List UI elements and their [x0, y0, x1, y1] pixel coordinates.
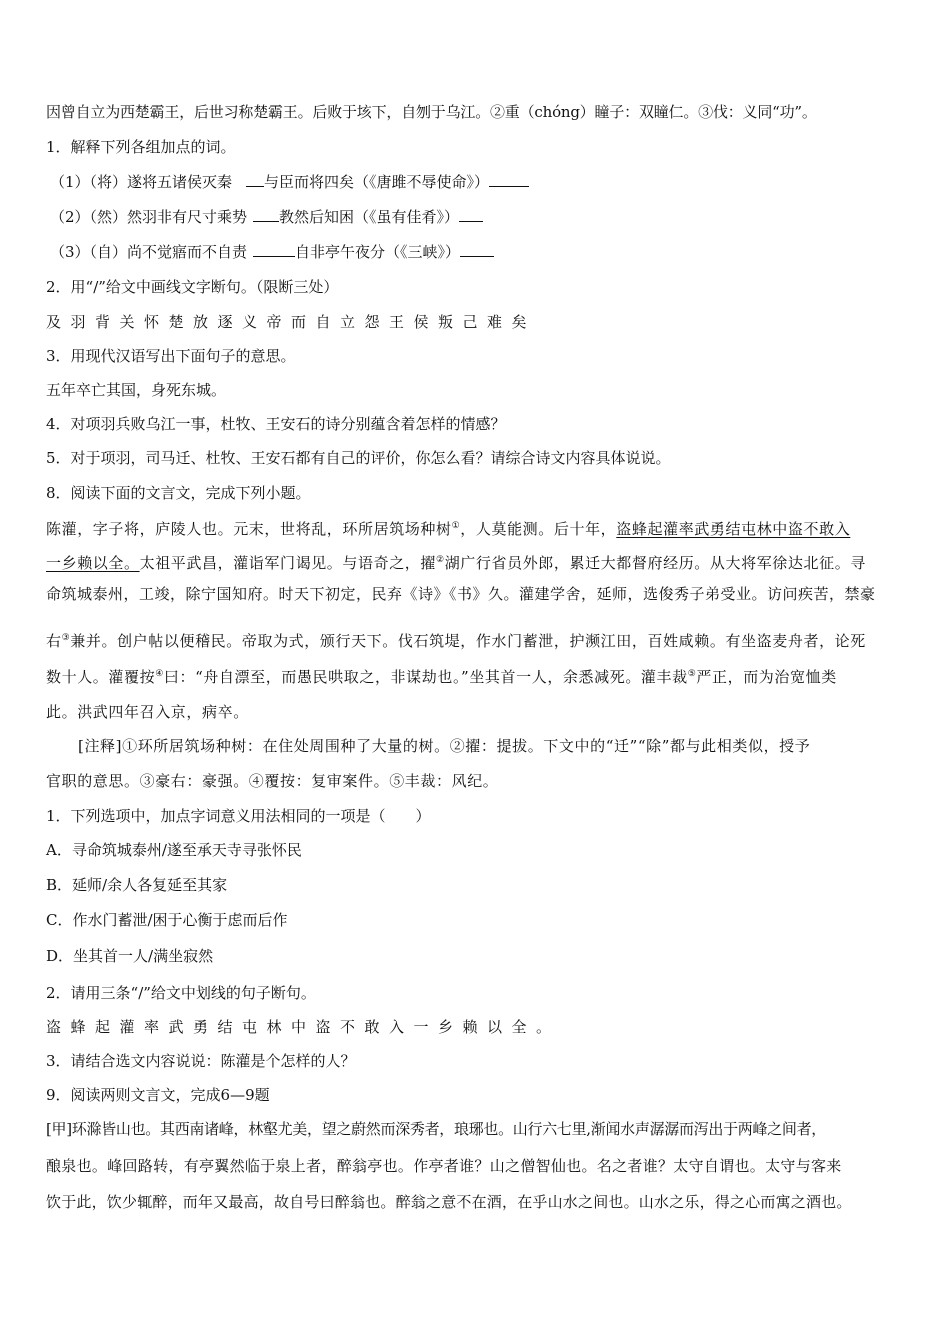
text: 教然后知困（《虽有佳肴》）	[279, 208, 460, 226]
annotation-line: 官职的意思。③豪右：豪强。④覆按：复审案件。⑤丰裁：风纪。	[46, 772, 499, 790]
text: 严正，而为治宽恤类	[696, 668, 837, 686]
footnote-marker: ⑤	[687, 669, 697, 679]
question-heading: 3．用现代汉语写出下面句子的意思。	[46, 347, 296, 365]
annotation-line: [注释]①环所居筑场种树：在住处周围种了大量的树。②擢：提拔。下文中的“迁”“除”都与此相类似，授予	[78, 737, 811, 755]
text-line: 因曾自立为西楚霸王，后世习称楚霸王。后败于垓下，自刎于乌江。②重（chóng）瞳子：双瞳仁。③伐：义同“功”。	[46, 103, 817, 121]
text: 右	[46, 632, 62, 650]
text: 陈灌，字子将，庐陵人也。元末，世将乱，环所居筑场种树	[46, 520, 452, 538]
text: 自非亭午夜分（《三峡》）	[295, 243, 461, 261]
footnote-marker: ②	[436, 555, 445, 565]
text-line: 盗蜂起灌率武勇结屯林中盗不敢入一乡赖以全。	[46, 1018, 561, 1036]
footnote-marker: ④	[155, 669, 164, 679]
answer-blank[interactable]	[246, 172, 264, 187]
text: （1）（将）遂将五诸侯灭秦	[50, 173, 233, 191]
question-heading: 1．下列选项中，加点字词意义用法相同的一项是（ ）	[46, 807, 431, 825]
question-item	[50, 242, 494, 262]
text: （2）（然）然羽非有尺寸乘势	[50, 208, 248, 226]
answer-blank[interactable]	[253, 207, 279, 222]
text: 太祖平武昌，灌诣军门谒见。与语奇之，擢	[139, 554, 437, 572]
question-heading: 8．阅读下面的文言文，完成下列小题。	[46, 484, 311, 502]
passage-line: 命筑城泰州，工竣，除宁国知府。时天下初定，民弃《诗》《书》久。灌建学舍，延师，选俊秀子弟受业。访问疾苦，禁豪	[46, 585, 876, 603]
underlined-text: 一乡赖以全。	[46, 554, 140, 572]
underlined-text: 盗蜂起灌率武勇结屯林中盗不敢入	[616, 520, 851, 538]
question-heading: 4．对项羽兵败乌江一事，杜牧、王安石的诗分别蕴含着怎样的情感？	[46, 415, 506, 433]
footnote-marker: ③	[61, 633, 71, 643]
question-item	[50, 207, 483, 227]
answer-blank[interactable]	[459, 207, 483, 222]
answer-blank[interactable]	[253, 242, 295, 257]
answer-blank[interactable]	[460, 242, 494, 257]
question-heading: 5．对于项羽，司马迁、杜牧、王安石都有自己的评价，你怎么看？请综合诗文内容具体说说。	[46, 449, 671, 467]
option-a[interactable]: A．寻命筑城泰州/遂至承天寺寻张怀民	[46, 841, 302, 859]
text-line: 及羽背关怀楚放逐义帝而自立怨王侯叛己难矣	[46, 313, 537, 331]
question-heading: 2．请用三条“/”给文中划线的句子断句。	[46, 984, 316, 1002]
passage-line	[46, 628, 866, 651]
question-heading: 2．用“/”给文中画线文字断句。（限断三处）	[46, 278, 339, 296]
passage-line	[46, 516, 850, 539]
text: 数十人。灌覆按	[46, 668, 156, 686]
question-heading: 9．阅读两则文言文，完成6—9题	[46, 1086, 270, 1104]
answer-blank[interactable]	[489, 172, 529, 187]
question-heading: 1．解释下列各组加点的词。	[46, 138, 236, 156]
passage-line: 此。洪武四年召入京，病卒。	[46, 703, 249, 721]
passage-line: 饮于此，饮少辄醉，而年又最高，故自号曰醉翁也。醉翁之意不在酒，在乎山水之间也。山水之乐，得之心而寓之酒也。	[46, 1193, 852, 1211]
question-item	[50, 172, 529, 192]
footnote-marker: ①	[451, 521, 461, 531]
question-heading: 3．请结合选文内容说说：陈灌是个怎样的人？	[46, 1052, 356, 1070]
text: 与臣而将四矣（《唐雎不辱使命》）	[264, 173, 490, 191]
text-line: 五年卒亡其国，身死东城。	[46, 381, 227, 399]
text: 湖广行省员外郎，累迁大都督府经历。从大将军徐达北征。寻	[444, 554, 866, 572]
passage-line	[46, 550, 866, 573]
text: 曰：“舟自漂至，而愚民哄取之，非谋劫也。”坐其首一人，余悉减死。灌丰裁	[163, 668, 688, 686]
option-b[interactable]: B．延师/余人各复延至其家	[46, 876, 228, 894]
passage-line	[46, 664, 837, 687]
text: （3）（自）尚不觉寤而不自责	[50, 243, 248, 261]
text: ，人莫能测。后十年，	[460, 520, 617, 538]
text: 兼并。创户帖以便稽民。帝取为式，颁行天下。伐石筑堤，作水门蓄泄，护濒江田，百姓咸赖。有坐盗麦舟者，论死	[70, 632, 866, 650]
option-c[interactable]: C．作水门蓄泄/困于心衡于虑而后作	[46, 911, 288, 929]
option-d[interactable]: D．坐其首一人/满坐寂然	[46, 947, 214, 965]
passage-line: [甲]环滁皆山也。其西南诸峰，林壑尤美，望之蔚然而深秀者，琅琊也。山行六七里,渐闻水声潺潺而泻出于两峰之间者，	[46, 1120, 826, 1138]
passage-line: 酿泉也。峰回路转，有亭翼然临于泉上者，醉翁亭也。作亭者谁？山之僧智仙也。名之者谁？太守自谓也。太守与客来	[46, 1157, 842, 1175]
